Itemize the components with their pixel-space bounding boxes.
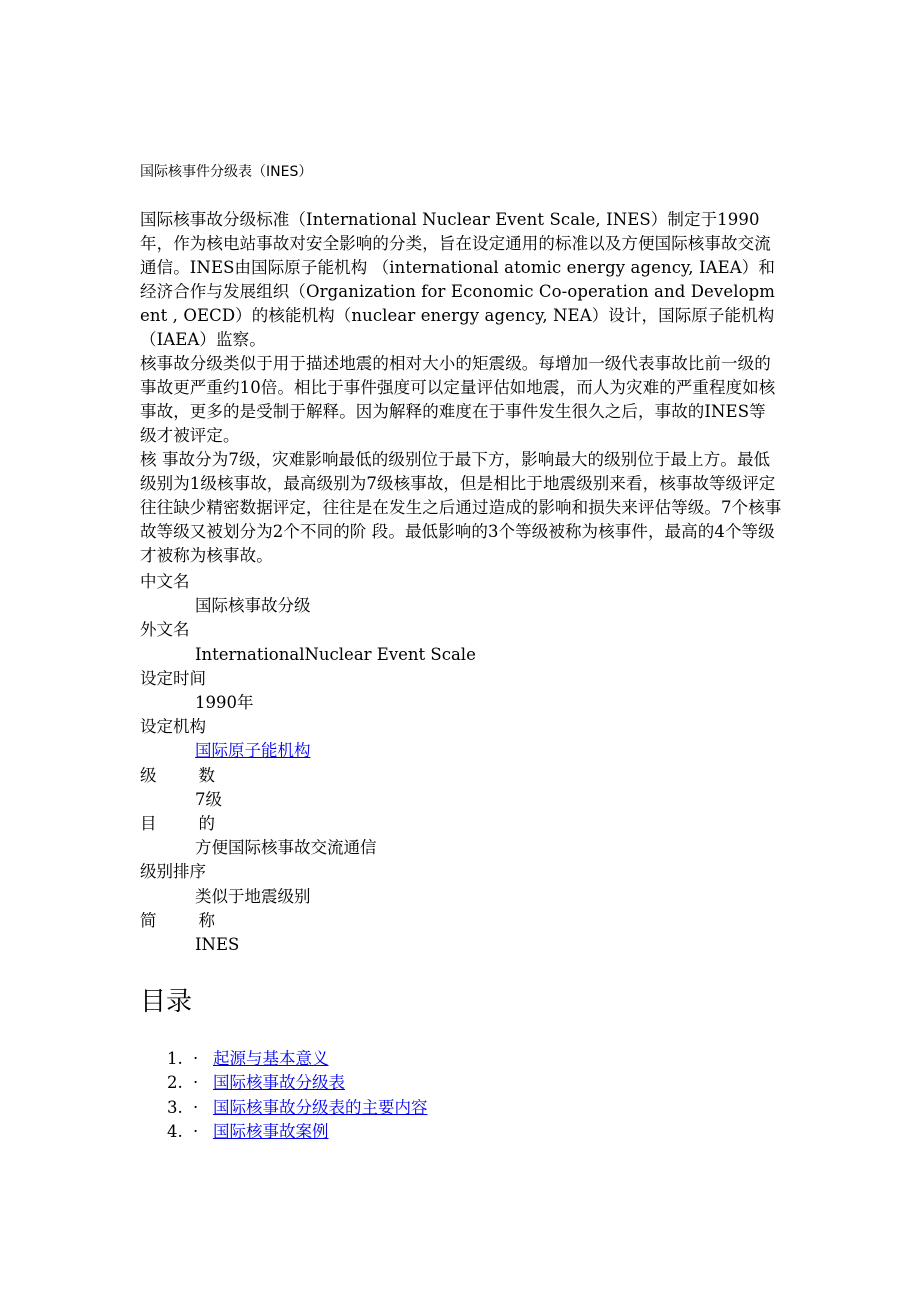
toc-link-origin[interactable]: 起源与基本意义 bbox=[213, 1049, 329, 1068]
paragraph-magnitude: 核事故分级类似于用于描述地震的相对大小的矩震级。每增加一级代表事故比前一级的事故更严重约10倍。相比于事件强度可以定量评估如地震，而人为灾难的严重程度如核事故，更多的是受制于解释。因为解释的难度在于事件发生很久之后，事故的INES等级才被评定。 bbox=[140, 354, 776, 445]
bullet-icon: · bbox=[193, 1073, 199, 1093]
toc-heading: 目录 bbox=[140, 987, 193, 1017]
toc-item-number: 4. bbox=[167, 1121, 183, 1141]
info-label-organization: 设定机构 bbox=[140, 717, 206, 737]
toc-item-number: 2. bbox=[167, 1073, 183, 1093]
paragraph-definition: 国际核事故分级标准（International Nuclear Event Scale, INES）制定于1990年，作为核电站事故对安全影响的分类，旨在设定通用的标准以及方便国际核事故交流通信。INES由国际原子能机构 （international atomic energy agency, IAEA）和经济合作与发展组织（Organization for Economic Co-operation and Development , OECD）的核能机构（nuclear energy agency, NEA）设计，国际原子能机构（IAEA）监察。 bbox=[140, 210, 776, 349]
info-value-chinese-name: 国际核事故分级 bbox=[195, 596, 311, 616]
toc-list bbox=[167, 1047, 428, 1144]
info-label-established: 设定时间 bbox=[140, 668, 206, 688]
info-value-ordering: 类似于地震级别 bbox=[195, 886, 311, 906]
toc-link-scale[interactable]: 国际核事故分级表 bbox=[213, 1073, 345, 1093]
info-value-abbreviation: INES bbox=[195, 935, 240, 955]
info-label-chinese-name: 中文名 bbox=[140, 572, 190, 591]
intro-body bbox=[140, 208, 782, 568]
info-value-established: 1990年 bbox=[195, 693, 254, 713]
info-label-levels: 级 数 bbox=[140, 765, 215, 785]
bullet-icon: · bbox=[193, 1097, 199, 1117]
toc-item bbox=[167, 1071, 428, 1095]
info-value-foreign-name: InternationalNuclear Event Scale bbox=[195, 644, 476, 664]
toc-item bbox=[167, 1047, 428, 1071]
bullet-icon: · bbox=[193, 1121, 199, 1141]
info-box bbox=[140, 570, 476, 957]
toc-link-cases[interactable]: 国际核事故案例 bbox=[213, 1121, 329, 1141]
toc-item bbox=[167, 1096, 428, 1120]
toc-item bbox=[167, 1120, 428, 1144]
info-label-abbreviation: 简 称 bbox=[140, 910, 215, 930]
info-value-organization bbox=[195, 739, 476, 763]
paragraph-levels: 核 事故分为7级，灾难影响最低的级别位于最下方，影响最大的级别位于最上方。最低级别为1级核事故，最高级别为7级核事故，但是相比于地震级别来看，核事故等级评定往往缺少精密数据评定，往往是在发生之后通过造成的影响和损失来评估等级。7个核事故等级又被划分为2个不同的阶 段。最低影响的3个等级被称为核事件，最高的4个等级才被称为核事故。 bbox=[140, 450, 782, 565]
toc-link-content[interactable]: 国际核事故分级表的主要内容 bbox=[213, 1097, 428, 1117]
info-value-purpose: 方便国际核事故交流通信 bbox=[195, 838, 377, 858]
organization-link[interactable]: 国际原子能机构 bbox=[195, 741, 311, 761]
bullet-icon: · bbox=[193, 1049, 199, 1068]
document-title: 国际核事件分级表（INES） bbox=[140, 164, 313, 180]
info-value-levels: 7级 bbox=[195, 789, 222, 809]
info-label-foreign-name: 外文名 bbox=[140, 620, 190, 640]
toc-item-number: 3. bbox=[167, 1097, 183, 1117]
toc-item-number: 1. bbox=[167, 1049, 183, 1068]
info-label-purpose: 目 的 bbox=[140, 814, 215, 834]
info-label-ordering: 级别排序 bbox=[140, 862, 206, 882]
